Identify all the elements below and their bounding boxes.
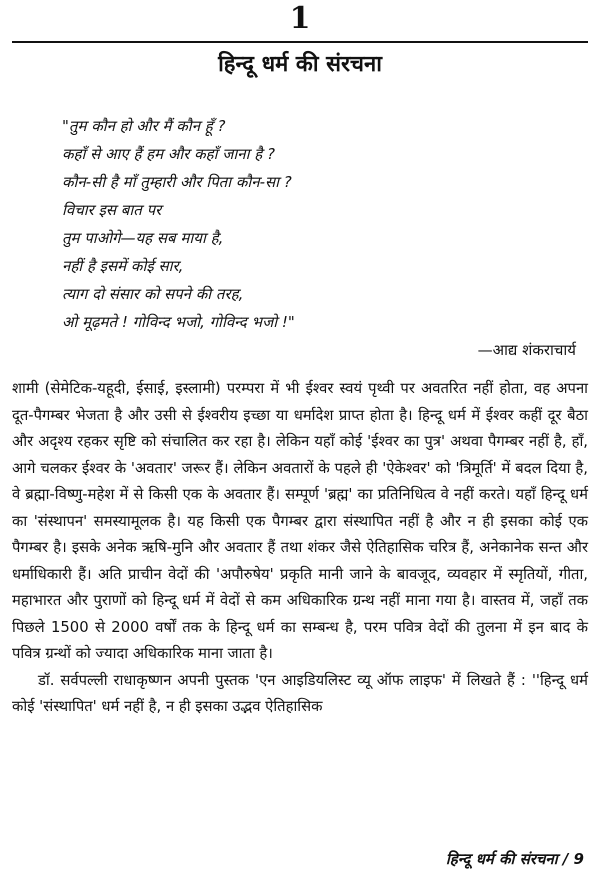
poem-line: "तुम कौन हो और मैं कौन हूँ ? (62, 117, 226, 135)
body-paragraph: शामी (सेमेटिक-यहूदी, ईसाई, इस्लामी) परम्परा में भी ईश्वर स्वयं पृथ्वी पर अवतरित नहीं होता, वह अपना दूत-पैगम्बर भेजता है और उसी से ईश्वरीय इच्छा या धर्मादेश प्राप्त होता है। हिन्दू धर्म में ईश्वर कहीं दूर बैठा और अदृश्य रहकर सृष्टि को संचालित कर रहा है। लेकिन यहाँ कोई 'ईश्वर का पुत्र' अथवा पैगम्बर नहीं है, हाँ, आगे चलकर ईश्वर के 'अवतार' जरूर हैं। लेकिन अवतारों के पहले ही 'ऐकेश्वर' को 'त्रिमूर्ति' में बदल दिया है, वे ब्रह्मा-विष्णु-महेश में से किसी एक के अवतार हैं। सम्पूर्ण 'ब्रह्म' का प्रतिनिधित्व वे नहीं करते। यहाँ हिन्दू धर्म का 'संस्थापन' समस्यामूलक है। यह किसी एक पैगम्बर द्वारा संस्थापित नहीं है और न ही इसका कोई एक पैगम्बर है। इसके अनेक ऋषि-मुनि और अवतार हैं तथा शंकर जैसे ऐतिहासिक चरित्र हैं, अनेकानेक सन्त और धर्माधिकारी हैं। अति प्राचीन वेदों की 'अपौरुषेय' प्रकृति मानी जाने के बावजूद, व्यवहार में स्मृतियों, गीता, महाभारत और पुराणों को हिन्दू धर्म में वेदों से कम अधिकारिक ग्रन्थ नहीं माना गया है। वास्तव में, जहाँ तक पिछले 1500 से 2000 वर्षों तक के हिन्दू धर्म का सम्बन्ध है, परम पवित्र वेदों की तुलना में इन बाद के पवित्र ग्रन्थों को ज्यादा अधिकारिक माना जाता है। (12, 380, 588, 662)
running-footer: हिन्दू धर्म की संरचना / 9 (445, 850, 584, 868)
chapter-number: 1 (289, 1, 311, 36)
poem-line: ओ मूढ़मते ! गोविन्द भजो, गोविन्द भजो !" (62, 313, 295, 331)
poem-line: तुम पाओगे—यह सब माया है, (62, 229, 224, 247)
chapter-title: हिन्दू धर्म की संरचना (218, 52, 382, 77)
poem-attribution: —आद्य शंकराचार्य (477, 341, 576, 359)
poem-line: विचार इस बात पर (62, 201, 162, 219)
chapter-divider (12, 41, 588, 43)
poem-line: कहाँ से आए हैं हम और कहाँ जाना है ? (62, 145, 275, 163)
poem-line: त्याग दो संसार को सपने की तरह, (62, 285, 244, 303)
poem-line: नहीं है इसमें कोई सार, (62, 257, 184, 275)
body-paragraph: डॉ. सर्वपल्ली राधाकृष्णन अपनी पुस्तक 'एन आइडियलिस्ट व्यू ऑफ लाइफ' में लिखते हैं : ''हिन्दू धर्म कोई 'संस्थापित' धर्म नहीं है, न ही इसका उद्भव ऐतिहासिक (12, 671, 588, 715)
poem-line: कौन-सी है माँ तुम्हारी और पिता कौन-सा ? (62, 173, 292, 191)
epigraph-poem (62, 112, 562, 336)
body-text (12, 376, 588, 721)
